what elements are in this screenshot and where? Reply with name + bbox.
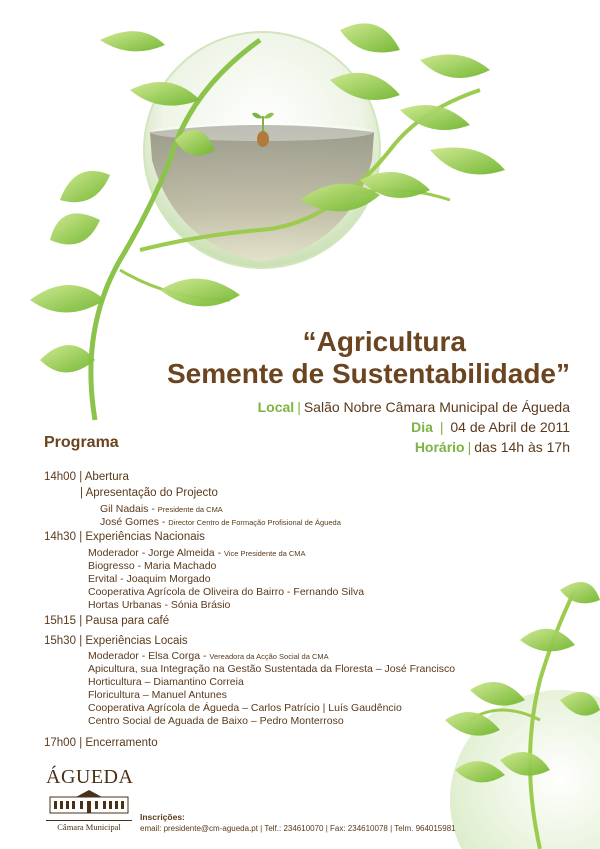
list-item: Ervital - Joaquim Morgado bbox=[88, 573, 211, 585]
list-item: Cooperativa Agrícola de Oliveira do Bairro - Fernando Silva bbox=[88, 586, 365, 598]
local-label: Local bbox=[257, 399, 295, 415]
inscricoes-label: Inscrições: bbox=[140, 812, 185, 822]
session-apresentacao: | Apresentação do Projecto bbox=[80, 487, 218, 499]
horario-row: Horário | das 14h às 17h bbox=[414, 439, 570, 455]
moderator-row: Moderador - Elsa Corga - Vereadora da Acção Social da CMA bbox=[88, 650, 329, 662]
session-nacionais: 14h30 | Experiências Nacionais bbox=[44, 531, 205, 543]
event-title bbox=[90, 326, 570, 390]
speaker-row: José Gomes - Director Centro de Formação Profisional de Águeda bbox=[100, 516, 341, 528]
list-item: Horticultura – Diamantino Correia bbox=[88, 676, 244, 688]
speaker-row: Gil Nadais - Presidente da CMA bbox=[100, 503, 223, 515]
list-item: Floricultura – Manuel Antunes bbox=[88, 689, 227, 701]
session-title: Abertura bbox=[84, 471, 129, 483]
moderator-row: Moderador - Jorge Almeida - Vice Presidente da CMA bbox=[88, 547, 306, 559]
dia-row: Dia | 04 de Abril de 2011 bbox=[411, 419, 570, 435]
session-pausa: 15h15 | Pausa para café bbox=[44, 615, 170, 627]
list-item: Hortas Urbanas - Sónia Brásio bbox=[88, 599, 231, 611]
inscricoes bbox=[140, 812, 456, 834]
inscricoes-contact: email: presidente@cm-agueda.pt | Telf.: 234610070 | Fax: 234610078 | Telm. 964015981 bbox=[140, 824, 456, 833]
title-line-1: “Agricultura bbox=[302, 326, 466, 357]
agueda-logo bbox=[46, 766, 132, 832]
programa-heading: Programa bbox=[44, 434, 119, 451]
list-item: Apicultura, sua Integração na Gestão Sustentada da Floresta – José Francisco bbox=[88, 663, 456, 675]
horario-label: Horário bbox=[414, 439, 465, 455]
session-locais: 15h30 | Experiências Locais bbox=[44, 635, 188, 647]
list-item: Cooperativa Agrícola de Águeda – Carlos Patrício | Luís Gaudêncio bbox=[88, 702, 402, 714]
dia-value: 04 de Abril de 2011 bbox=[450, 419, 570, 435]
town-hall-icon bbox=[46, 789, 132, 815]
time: 14h00 bbox=[44, 471, 76, 483]
title-line-2: Semente de Sustentabilidade” bbox=[167, 358, 570, 389]
local-value: Salão Nobre Câmara Municipal de Águeda bbox=[303, 399, 570, 415]
local-row: Local | Salão Nobre Câmara Municipal de Águeda bbox=[257, 399, 570, 415]
logo-name: ÁGUEDA bbox=[46, 766, 134, 788]
logo-subtitle: Câmara Municipal bbox=[46, 820, 132, 832]
session-title: Apresentação do Projecto bbox=[85, 487, 218, 499]
dia-label: Dia bbox=[411, 419, 433, 435]
session-encerramento: 17h00 | Encerramento bbox=[44, 737, 158, 749]
horario-value: das 14h às 17h bbox=[474, 439, 570, 455]
list-item: Biogresso - Maria Machado bbox=[88, 560, 217, 572]
session-abertura: 14h00 | Abertura bbox=[44, 471, 129, 483]
list-item: Centro Social de Aguada de Baixo – Pedro Monterroso bbox=[88, 715, 344, 727]
